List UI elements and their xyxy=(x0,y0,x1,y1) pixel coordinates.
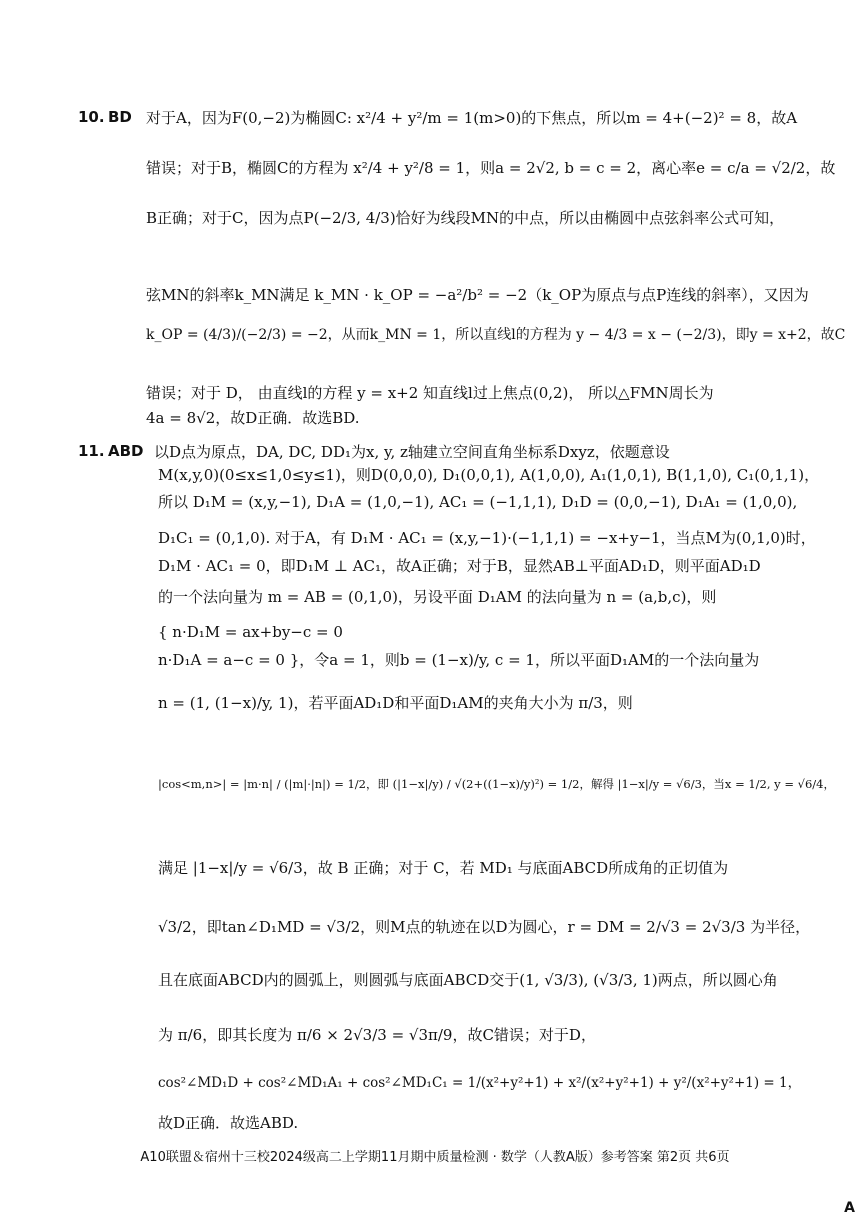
q11-line-14: 为 π/6，即其长度为 π/6 × 2√3/3 = √3π/9，故C错误；对于D， xyxy=(158,1026,596,1044)
q11-line-5: D₁M · AC₁ = 0，即D₁M ⊥ AC₁，故A正确；对于B，显然AB⊥平面AD₁D，则平面AD₁D xyxy=(158,557,761,575)
q11-line-2: M(x,y,0)(0≤x≤1,0≤y≤1)，则D(0,0,0), D₁(0,0,1), A(1,0,0), A₁(1,0,1), B(1,1,0), C₁(0,1,1)， xyxy=(158,466,820,484)
q10-line-2: 错误；对于B，椭圆C的方程为 x²/4 + y²/8 = 1，则a = 2√2, b = c = 2，离心率e = c/a = √2/2，故 xyxy=(146,159,836,177)
q11-line-3: 所以 D₁M = (x,y,−1), D₁A = (1,0,−1), AC₁ = (−1,1,1), D₁D = (0,0,−1), D₁A₁ = (1,0,0), xyxy=(158,493,798,511)
q11-line-15: cos²∠MD₁D + cos²∠MD₁A₁ + cos²∠MD₁C₁ = 1/(x²+y²+1) + x²/(x²+y²+1) + y²/(x²+y²+1) = 1， xyxy=(158,1075,802,1091)
question-10-answer: BD xyxy=(108,108,132,126)
q11-line-8: n·D₁A = a−c = 0 }，令a = 1，则b = (1−x)/y, c = 1，所以平面D₁AM的一个法向量为 xyxy=(158,651,760,669)
page-footer: A10联盟＆宿州十三校2024级高二上学期11月期中质量检测 · 数学（人教A版）参考答案 第2页 共6页 xyxy=(140,1150,730,1165)
q11-line-11: 满足 |1−x|/y = √6/3，故 B 正确；对于 C，若 MD₁ 与底面ABCD所成角的正切值为 xyxy=(158,859,729,877)
q10-line-3: B正确；对于C，因为点P(−2/3, 4/3)恰好为线段MN的中点，所以由椭圆中点弦斜率公式可知， xyxy=(146,209,785,227)
question-11-answer: ABD xyxy=(108,442,144,460)
question-11-number: 11. xyxy=(78,442,105,460)
q11-line-6: 的一个法向量为 m = AB = (0,1,0)，另设平面 D₁AM 的法向量为 n = (a,b,c)，则 xyxy=(158,588,717,606)
q10-line-4: 弦MN的斜率k_MN满足 k_MN · k_OP = −a²/b² = −2（k_OP为原点与点P连线的斜率），又因为 xyxy=(146,286,809,304)
q10-line-7: 4a = 8√2，故D正确．故选BD. xyxy=(146,409,360,427)
q10-line-6: 错误；对于 D， 由直线l的方程 y = x+2 知直线l过上焦点(0,2)， 所以△FMN周长为 xyxy=(146,384,714,402)
question-10-number: 10. xyxy=(78,108,105,126)
q11-line-16: 故D正确．故选ABD. xyxy=(158,1114,299,1132)
q11-line-10: |cos<m,n>| = |m·n| / (|m|·|n|) = 1/2，即 (|1−x|/y) / √(2+((1−x)/y)²) = 1/2，解得 |1−x|/y = √6/3，当x = 1/2, y = √6/4， xyxy=(158,777,835,791)
q11-line-4: D₁C₁ = (0,1,0). 对于A，有 D₁M · AC₁ = (x,y,−1)·(−1,1,1) = −x+y−1，当点M为(0,1,0)时， xyxy=(158,529,816,547)
q10-line-5: k_OP = (4/3)/(−2/3) = −2，从而k_MN = 1，所以直线l的方程为 y − 4/3 = x − (−2/3)，即y = x+2，故C xyxy=(146,327,846,343)
q11-line-9: n = (1, (1−x)/y, 1)，若平面AD₁D和平面D₁AM的夹角大小为 π/3，则 xyxy=(158,694,633,712)
corner-mark: A xyxy=(844,1200,855,1216)
q11-line-7: { n·D₁M = ax+by−c = 0 xyxy=(158,623,343,641)
q11-line-13: 且在底面ABCD内的圆弧上，则圆弧与底面ABCD交于(1, √3/3), (√3/3, 1)两点，所以圆心角 xyxy=(158,971,778,989)
q10-line-1: 对于A，因为F(0,−2)为椭圆C: x²/4 + y²/m = 1(m>0)的下焦点，所以m = 4+(−2)² = 8，故A xyxy=(146,109,798,127)
q11-line-12: √3/2，即tan∠D₁MD = √3/2，则M点的轨迹在以D为圆心，r = DM = 2/√3 = 2√3/3 为半径， xyxy=(158,918,811,936)
q11-line-1: 以D点为原点，DA, DC, DD₁为x, y, z轴建立空间直角坐标系Dxyz，依题意设 xyxy=(154,443,670,461)
